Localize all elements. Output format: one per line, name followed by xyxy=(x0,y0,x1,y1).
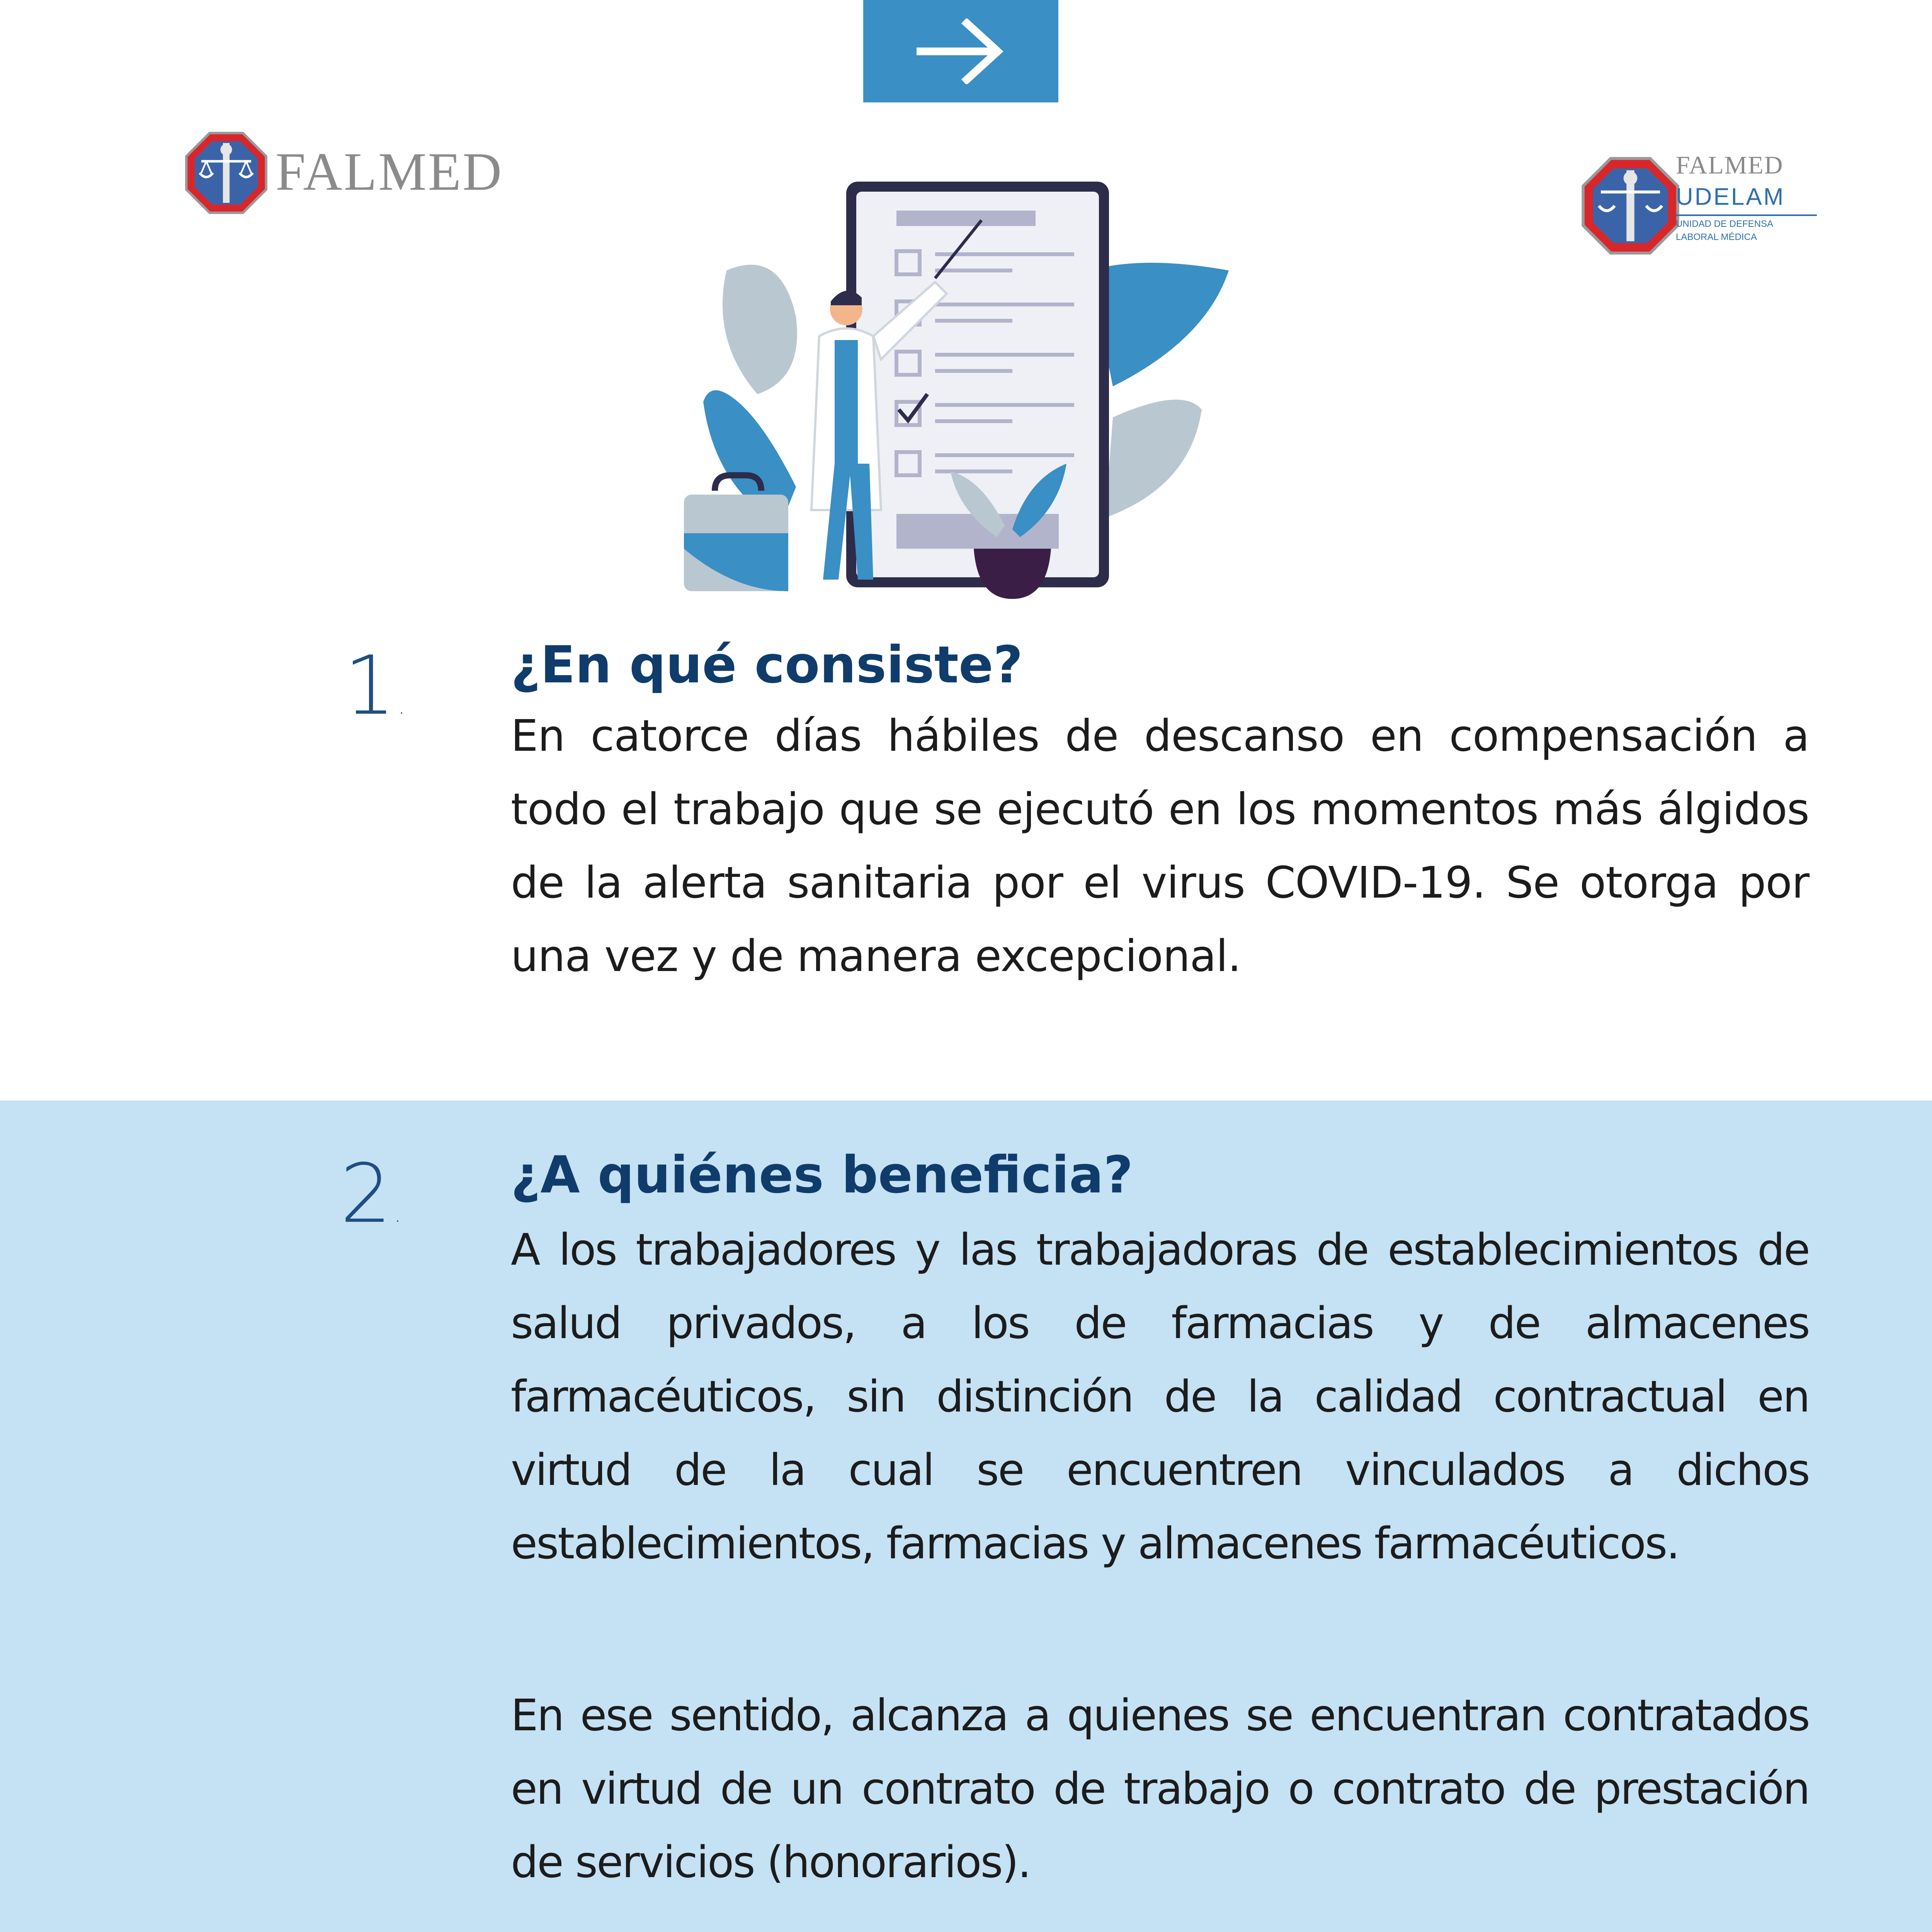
section-2-paragraph-1: A los trabajadores y las trabajadoras de establecimientos de salud privados, a los de farmacias y de almacenes farmacéuticos, sin distinción de la calidad contractual en virtud de la cual se encuentren vinculados a dichos establecimientos, farmacias y almacenes farmacéuticos. xyxy=(511,1225,1809,1569)
doctor-checklist-illustration xyxy=(680,178,1240,603)
udelam-logo xyxy=(1581,153,1821,261)
section-2-paragraph-2: En ese sentido, alcanza a quienes se encuentran contratados en virtud de un contrato de trabajo o contrato de prestación de servicios (honorarios). xyxy=(511,1690,1809,1888)
scales-shield-icon xyxy=(185,131,268,214)
falmed-logo xyxy=(185,131,503,216)
falmed-logo-text: FALMED xyxy=(276,142,503,202)
section-1-paragraph: En catorce días hábiles de descanso en compensación a todo el trabajo que se ejecutó en los momentos más álgidos de la alerta sanitaria por el virus COVID-19. Se otorga por una vez y de manera excepcional. xyxy=(511,711,1809,981)
udelam-logo-brand: FALMED xyxy=(1676,151,1784,179)
section-2-number: 2 . xyxy=(340,1146,401,1241)
arrow-right-icon xyxy=(917,19,1005,84)
udelam-logo-name: UDELAM xyxy=(1676,185,1817,216)
udelam-logo-subtitle: UNIDAD DE DEFENSA LABORAL MÉDICA xyxy=(1676,219,1773,242)
section-1-number: 1 . xyxy=(344,638,405,733)
section-2-heading: ¿A quiénes beneficia? xyxy=(511,1145,1133,1205)
next-button[interactable] xyxy=(863,0,1058,102)
section-1-heading: ¿En qué consiste? xyxy=(511,635,1023,695)
scales-shield-icon xyxy=(1581,156,1680,255)
